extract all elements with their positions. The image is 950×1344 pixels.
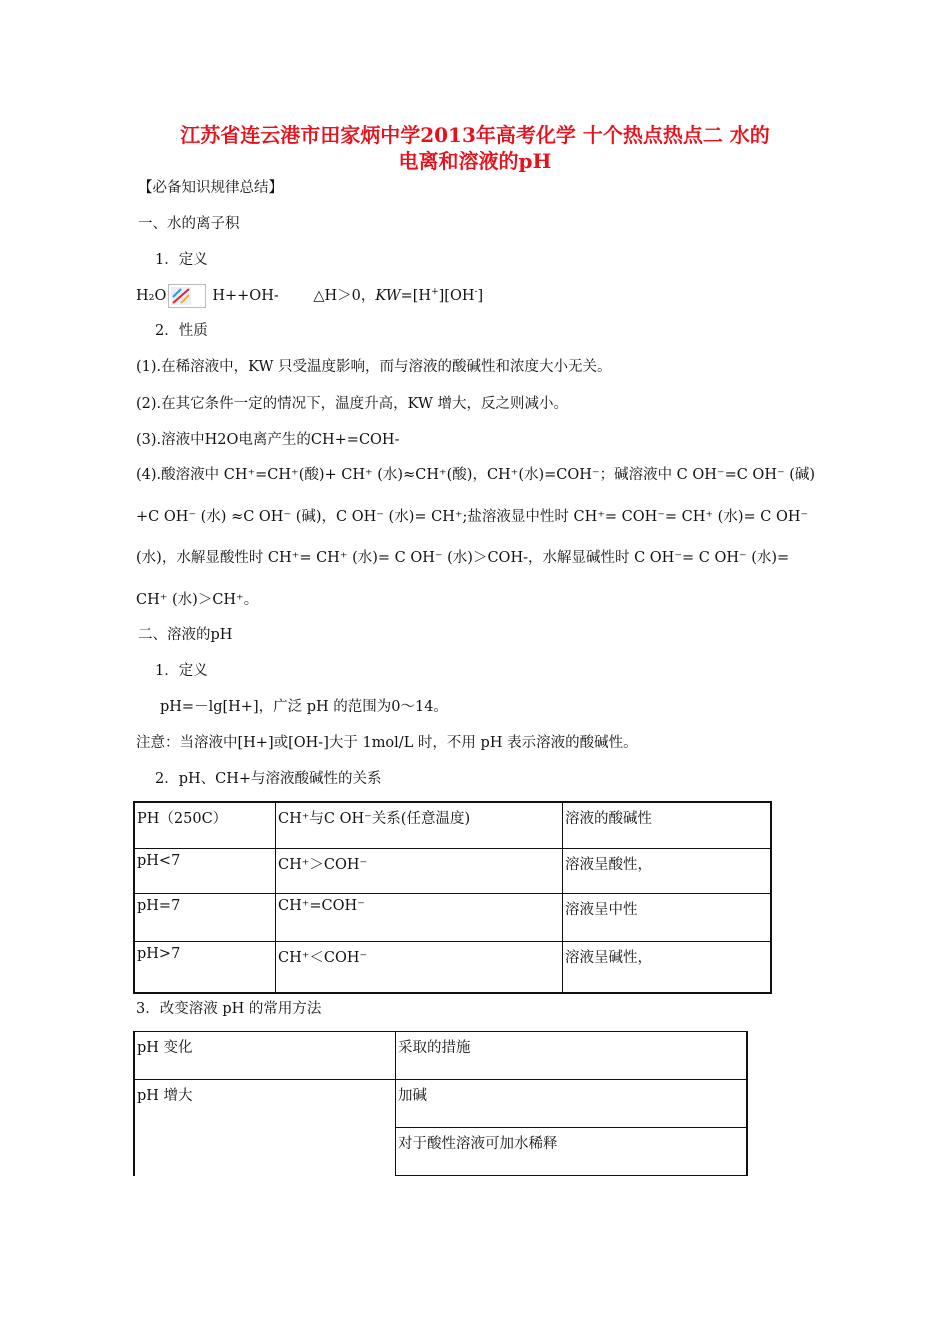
property-3: (3).溶液中H2O电离产生的CH+=COH- (136, 432, 400, 448)
property-heading: 2．性质 (155, 323, 208, 339)
table-cell: CH⁺＜COH⁻ (276, 941, 563, 993)
table-row (134, 848, 771, 893)
table-cell: pH<7 (134, 848, 276, 893)
ph-note: 注意：当溶液中[H+]或[OH-]大于 1mol/L 时，不用 pH 表示溶液的酸碱性。 (136, 735, 638, 751)
property-4-line2: +C OH⁻ (水) ≈C OH⁻ (碱)，C OH⁻ (水)= CH⁺;盐溶液显中性时 CH⁺= COH⁻= CH⁺ (水)= C OH⁻ (136, 509, 809, 525)
equation-left: H₂O (136, 288, 167, 304)
table-row (134, 893, 771, 941)
table-row (134, 941, 771, 993)
table-cell: pH>7 (134, 941, 276, 993)
property-4-line4: CH⁺ (水)＞CH⁺。 (136, 592, 259, 608)
ph-change-table (133, 1031, 748, 1176)
ph-relation-table (133, 801, 772, 994)
table-cell: 溶液呈酸性， (563, 848, 772, 893)
ph-change-heading: 3．改变溶液 pH 的常用方法 (136, 1001, 322, 1017)
table-header-cell: 采取的措施 (396, 1032, 748, 1080)
document-title-line2: 电离和溶液的pH (398, 149, 552, 173)
table-header-row (134, 1032, 747, 1080)
table-cell: pH 增大 (134, 1080, 396, 1176)
table-header-cell: 溶液的酸碱性 (563, 802, 772, 848)
kw-expression-end: ] (477, 288, 484, 304)
table-header-cell: CH⁺与C OH⁻关系(任意温度) (276, 802, 563, 848)
plus-superscript: + (431, 287, 439, 298)
table-row (134, 1080, 747, 1128)
property-1: (1).在稀溶液中，KW 只受温度影响，而与溶液的酸碱性和浓度大小无关。 (136, 359, 612, 375)
ionization-equation (136, 284, 483, 308)
table-header-cell: PH（250C） (134, 802, 276, 848)
property-4-line3: (水)，水解显酸性时 CH⁺= CH⁺ (水)= C OH⁻ (水)＞COH-，水解显碱性时 C OH⁻= C OH⁻ (水)= (136, 550, 790, 566)
table-cell: pH=7 (134, 893, 276, 941)
table-header-row (134, 802, 771, 848)
relation-heading: 2．pH、CH+与溶液酸碱性的关系 (155, 771, 382, 787)
equation-condition: △H＞0， (313, 288, 376, 304)
table-cell: 加碱 (396, 1080, 748, 1128)
table-cell: 对于酸性溶液可加水稀释 (396, 1128, 748, 1176)
ph-definition-text: pH=－lg[H+]，广泛 pH 的范围为0～14。 (160, 699, 448, 715)
ph-definition-heading: 1．定义 (155, 663, 208, 679)
equation-right: H++OH- (212, 288, 279, 304)
table-cell: CH⁺=COH⁻ (276, 893, 563, 941)
part2-heading: 二、溶液的pH (138, 627, 233, 643)
section-header: 【必备知识规律总结】 (138, 180, 283, 196)
table-cell: 溶液呈碱性， (563, 941, 772, 993)
property-2: (2).在其它条件一定的情况下，温度升高，KW 增大，反之则减小。 (136, 396, 568, 412)
definition-heading: 1．定义 (155, 252, 208, 268)
kw-expression-mid: ][OH (438, 288, 475, 304)
kw-expression-part: =[H (400, 288, 432, 304)
table-header-cell: pH 变化 (134, 1032, 396, 1080)
table-cell: CH⁺＞COH⁻ (276, 848, 563, 893)
part1-heading: 一、水的离子积 (138, 216, 240, 232)
document-title-line1: 江苏省连云港市田家炳中学2013年高考化学 十个热点热点二 水的 (180, 123, 770, 147)
table-cell: 溶液呈中性 (563, 893, 772, 941)
equilibrium-arrow-icon (168, 284, 206, 308)
property-4-line1: (4).酸溶液中 CH⁺=CH⁺(酸)+ CH⁺ (水)≈CH⁺(酸)，CH⁺(水)=COH⁻；碱溶液中 C OH⁻=C OH⁻ (碱) (136, 467, 816, 483)
minus-superscript: - (474, 287, 478, 298)
kw-symbol: KW (375, 288, 401, 304)
